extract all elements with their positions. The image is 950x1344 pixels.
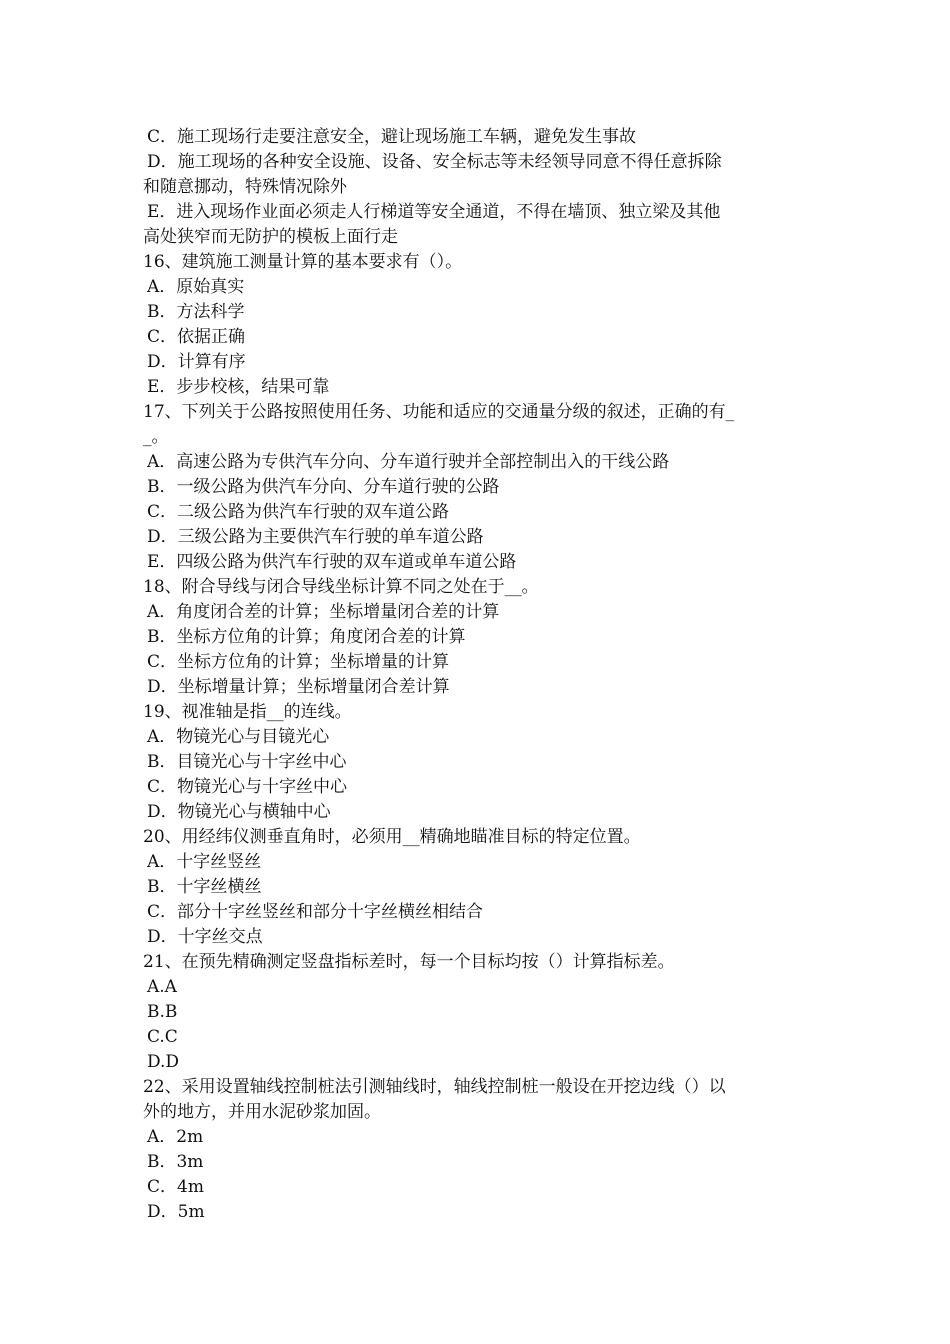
q22-option-b: B．3m [147,1152,204,1172]
q22-option-c: C．4m [147,1177,204,1197]
question-18: 18、附合导线与闭合导线坐标计算不同之处在于__。 [143,577,539,597]
q16-option-e: E．步步校核，结果可靠 [147,377,330,397]
question-17: 17、下列关于公路按照使用任务、功能和适应的交通量分级的叙述，正确的有_ [143,402,735,422]
q17-option-d: D．三级公路为主要供汽车行驶的单车道公路 [147,527,484,547]
q19-option-c: C．物镜光心与十字丝中心 [147,777,348,797]
question-17-continuation: _。 [143,427,169,447]
q20-option-d: D．十字丝交点 [147,927,263,947]
option-d-continuation: 和随意挪动，特殊情况除外 [143,177,347,197]
q22-option-d: D．5m [147,1202,205,1222]
question-16: 16、建筑施工测量计算的基本要求有（）。 [143,252,463,272]
question-19: 19、视准轴是指__的连线。 [143,702,352,722]
q16-option-a: A．原始真实 [147,277,245,297]
q16-option-c: C．依据正确 [147,327,246,347]
q18-option-b: B．坐标方位角的计算；角度闭合差的计算 [147,627,466,647]
question-text-block [143,125,815,1225]
option-e-line: E．进入现场作业面必须走人行梯道等安全通道，不得在墙顶、独立梁及其他 [147,202,721,222]
q17-option-e: E．四级公路为供汽车行驶的双车道或单车道公路 [147,552,517,572]
q21-option-c: C.C [147,1027,178,1047]
q21-option-d: D.D [147,1052,180,1072]
question-22: 22、采用设置轴线控制桩法引测轴线时，轴线控制桩一般设在开挖边线（）以 [143,1077,726,1097]
q19-option-d: D．物镜光心与横轴中心 [147,802,331,822]
question-20: 20、用经纬仪测垂直角时，必须用__精确地瞄准目标的特定位置。 [143,827,641,847]
q16-option-b: B．方法科学 [147,302,245,322]
q19-option-b: B．目镜光心与十字丝中心 [147,752,347,772]
q17-option-a: A．高速公路为专供汽车分向、分车道行驶并全部控制出入的干线公路 [147,452,670,472]
option-c-line: C．施工现场行走要注意安全，避让现场施工车辆，避免发生事故 [147,127,637,147]
question-21: 21、在预先精确测定竖盘指标差时，每一个目标均按（）计算指标差。 [143,952,675,972]
q16-option-d: D．计算有序 [147,352,246,372]
q20-option-b: B．十字丝横丝 [147,877,262,897]
q21-option-a: A.A [147,977,177,997]
q20-option-a: A．十字丝竖丝 [147,852,262,872]
q22-option-a: A．2m [147,1127,204,1147]
option-d-line: D．施工现场的各种安全设施、设备、安全标志等未经领导同意不得任意拆除 [147,152,722,172]
q17-option-c: C．二级公路为供汽车行驶的双车道公路 [147,502,450,522]
option-e-continuation: 高处狭窄而无防护的模板上面行走 [143,227,398,247]
q18-option-a: A．角度闭合差的计算；坐标增量闭合差的计算 [147,602,500,622]
q18-option-d: D．坐标增量计算；坐标增量闭合差计算 [147,677,450,697]
question-22-continuation: 外的地方，并用水泥砂浆加固。 [143,1102,381,1122]
q19-option-a: A．物镜光心与目镜光心 [147,727,330,747]
q20-option-c: C．部分十字丝竖丝和部分十字丝横丝相结合 [147,902,484,922]
q21-option-b: B.B [147,1002,178,1022]
q18-option-c: C．坐标方位角的计算；坐标增量的计算 [147,652,450,672]
q17-option-b: B．一级公路为供汽车分向、分车道行驶的公路 [147,477,500,497]
